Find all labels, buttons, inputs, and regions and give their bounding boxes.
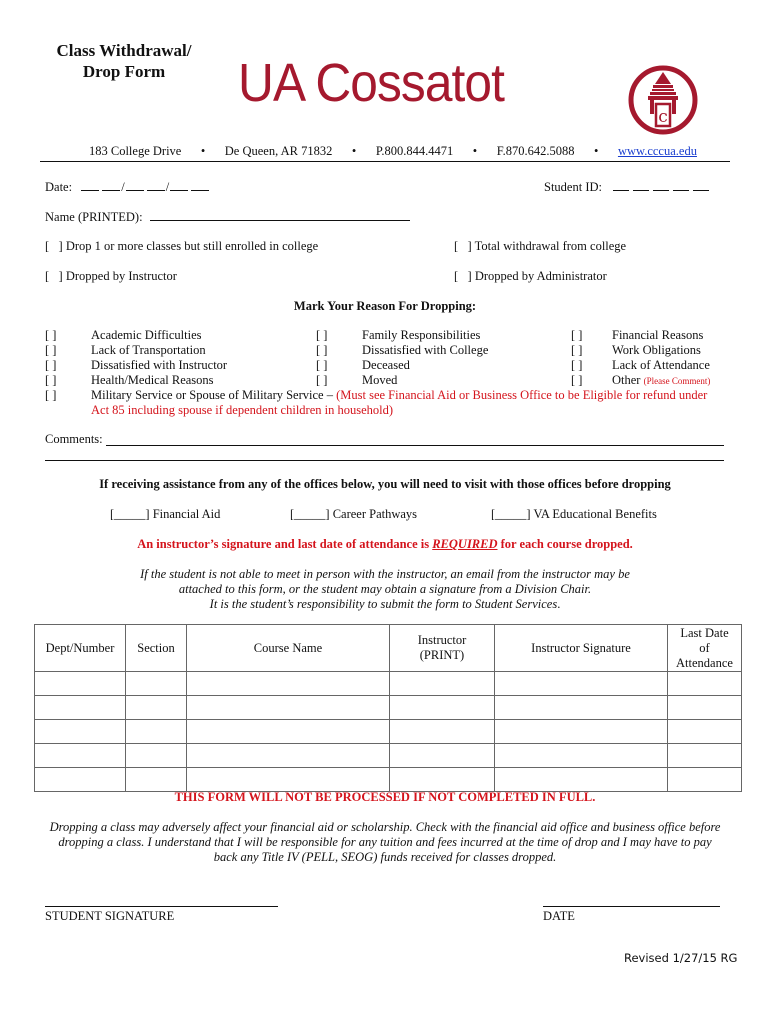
military-note-line2: Act 85 including spouse if dependent children in household) xyxy=(91,403,394,417)
header-signature: Instructor Signature xyxy=(495,625,668,672)
option-drop-one-label: ] Drop 1 or more classes but still enrolled in college xyxy=(58,239,319,253)
option-dropped-instructor-label: ] Dropped by Instructor xyxy=(58,269,177,283)
office-financial-aid[interactable]: [_____] Financial Aid xyxy=(110,507,221,521)
table-row[interactable] xyxy=(35,696,742,720)
header-instructor: Instructor (PRINT) xyxy=(390,625,495,672)
assistance-heading: If receiving assistance from any of the offices below, you will need to visit with those offices before dropping xyxy=(99,477,671,491)
comments-label: Comments: xyxy=(45,432,103,446)
bullet-3: • xyxy=(472,144,478,158)
reason-attendance[interactable]: [ ] Lack of Attendance xyxy=(571,358,710,372)
header-last-date: Last Date of Attendance xyxy=(668,625,742,672)
student-signature-line[interactable] xyxy=(45,906,278,907)
form-title-line2: Drop Form xyxy=(82,62,166,81)
table-row[interactable] xyxy=(35,744,742,768)
option-total-withdrawal-label: ] Total withdrawal from college xyxy=(467,239,627,253)
course-table xyxy=(34,624,742,792)
required-notice: An instructor’s signature and last date of attendance is REQUIRED for each course dropped. xyxy=(137,537,633,551)
student-id-field[interactable] xyxy=(544,179,709,195)
option-drop-one[interactable]: [ ] Drop 1 or more classes but still enrolled in college xyxy=(45,239,319,253)
option-dropped-admin[interactable]: [ ] Dropped by Administrator xyxy=(454,269,607,283)
form-title-line1: Class Withdrawal/ xyxy=(56,41,192,60)
phone-text: P.800.844.4471 xyxy=(375,144,454,158)
reason-dissatisfied-instructor[interactable]: [ ] Dissatisfied with Instructor xyxy=(45,358,228,372)
revision-note: Revised 1/27/15 RG xyxy=(624,951,738,965)
reason-military[interactable]: [ ] Military Service or Spouse of Military Service – (Must see Financial Aid or Business Office to be Eligible for refund under xyxy=(45,388,708,402)
website-link[interactable]: www.cccua.edu xyxy=(617,144,697,158)
header-course: Course Name xyxy=(187,625,390,672)
reasons-col2[interactable] xyxy=(316,328,488,388)
comments-line-2[interactable] xyxy=(45,460,724,461)
name-field[interactable] xyxy=(45,209,410,225)
reasons-col3[interactable] xyxy=(571,328,710,389)
fax-text: F.870.642.5088 xyxy=(496,144,575,158)
student-id-label: Student ID: xyxy=(544,180,602,194)
bullet-4: • xyxy=(594,144,599,158)
required-word: REQUIRED xyxy=(432,537,498,551)
form-title xyxy=(44,40,204,82)
reason-health[interactable]: [ ] Health/Medical Reasons xyxy=(45,373,214,387)
military-note: (Must see Financial Aid or Business Office to be Eligible for refund under xyxy=(336,388,708,402)
office-career-pathways[interactable]: [_____] Career Pathways xyxy=(290,507,418,521)
contact-row xyxy=(45,144,725,159)
date-signature-label: DATE xyxy=(543,909,575,923)
bullet-2: • xyxy=(351,144,357,158)
reason-moved[interactable]: [ ] Moved xyxy=(316,373,398,387)
name-label: Name (PRINTED): xyxy=(45,210,143,224)
reason-financial[interactable]: [ ] Financial Reasons xyxy=(571,328,704,342)
option-dropped-instructor[interactable]: [ ] Dropped by Instructor xyxy=(45,269,177,283)
reasons-heading: Mark Your Reason For Dropping: xyxy=(293,299,477,313)
table-header-row xyxy=(35,625,742,672)
reason-dissatisfied-college[interactable]: [ ] Dissatisfied with College xyxy=(316,343,489,357)
office-va-benefits[interactable]: [_____] VA Educational Benefits xyxy=(491,507,657,521)
header-divider xyxy=(40,161,730,162)
date-signature-line[interactable] xyxy=(543,906,720,907)
ua-cossatot-logo-text: UA Cossatot xyxy=(238,53,505,113)
incomplete-warning: THIS FORM WILL NOT BE PROCESSED IF NOT COMPLETED IN FULL. xyxy=(174,790,596,804)
date-label: Date: xyxy=(45,180,73,194)
financial-aid-disclaimer: Dropping a class may adversely affect your financial aid or scholarship. Check with the financial aid office and business office before dropping a class. I understand that I will be responsible for any tuition and fees incurred at the time of drop and I may have to pay back any Title IV (PELL, SEOG) funds received for classes dropped. xyxy=(49,820,721,864)
cossatot-seal-icon xyxy=(626,58,700,142)
student-signature-label: STUDENT SIGNATURE xyxy=(45,909,175,923)
header-section: Section xyxy=(126,625,187,672)
table-row[interactable] xyxy=(35,720,742,744)
bullet-1: • xyxy=(200,144,206,158)
table-row[interactable] xyxy=(35,768,742,792)
comments-line-1[interactable] xyxy=(106,445,724,446)
reason-transportation[interactable]: [ ] Lack of Transportation xyxy=(45,343,206,357)
option-dropped-admin-label: ] Dropped by Administrator xyxy=(467,269,607,283)
instructor-note: If the student is not able to meet in person with the instructor, an email from the instructor may be attached to this form, or the student may obtain a signature from a Division Chair. It is the student’s responsibility to submit the form to Student Services. xyxy=(140,567,630,611)
reason-family[interactable]: [ ] Family Responsibilities xyxy=(316,328,481,342)
reason-academic[interactable]: [ ] Academic Difficulties xyxy=(45,328,202,342)
reason-work[interactable]: [ ] Work Obligations xyxy=(571,343,701,357)
header-dept: Dept/Number xyxy=(35,625,126,672)
date-field[interactable]: Date: / / xyxy=(45,179,209,195)
option-total-withdrawal[interactable]: [ ] Total withdrawal from college xyxy=(454,239,627,253)
reason-deceased[interactable]: [ ] Deceased xyxy=(316,358,410,372)
table-row[interactable] xyxy=(35,672,742,696)
other-note: (Please Comment) xyxy=(643,376,711,386)
svg-text:c: c xyxy=(658,107,668,127)
city-text: De Queen, AR 71832 xyxy=(224,144,333,158)
address-text: 183 College Drive xyxy=(89,144,182,158)
reason-other[interactable]: [ ] Other (Please Comment) xyxy=(571,373,711,387)
